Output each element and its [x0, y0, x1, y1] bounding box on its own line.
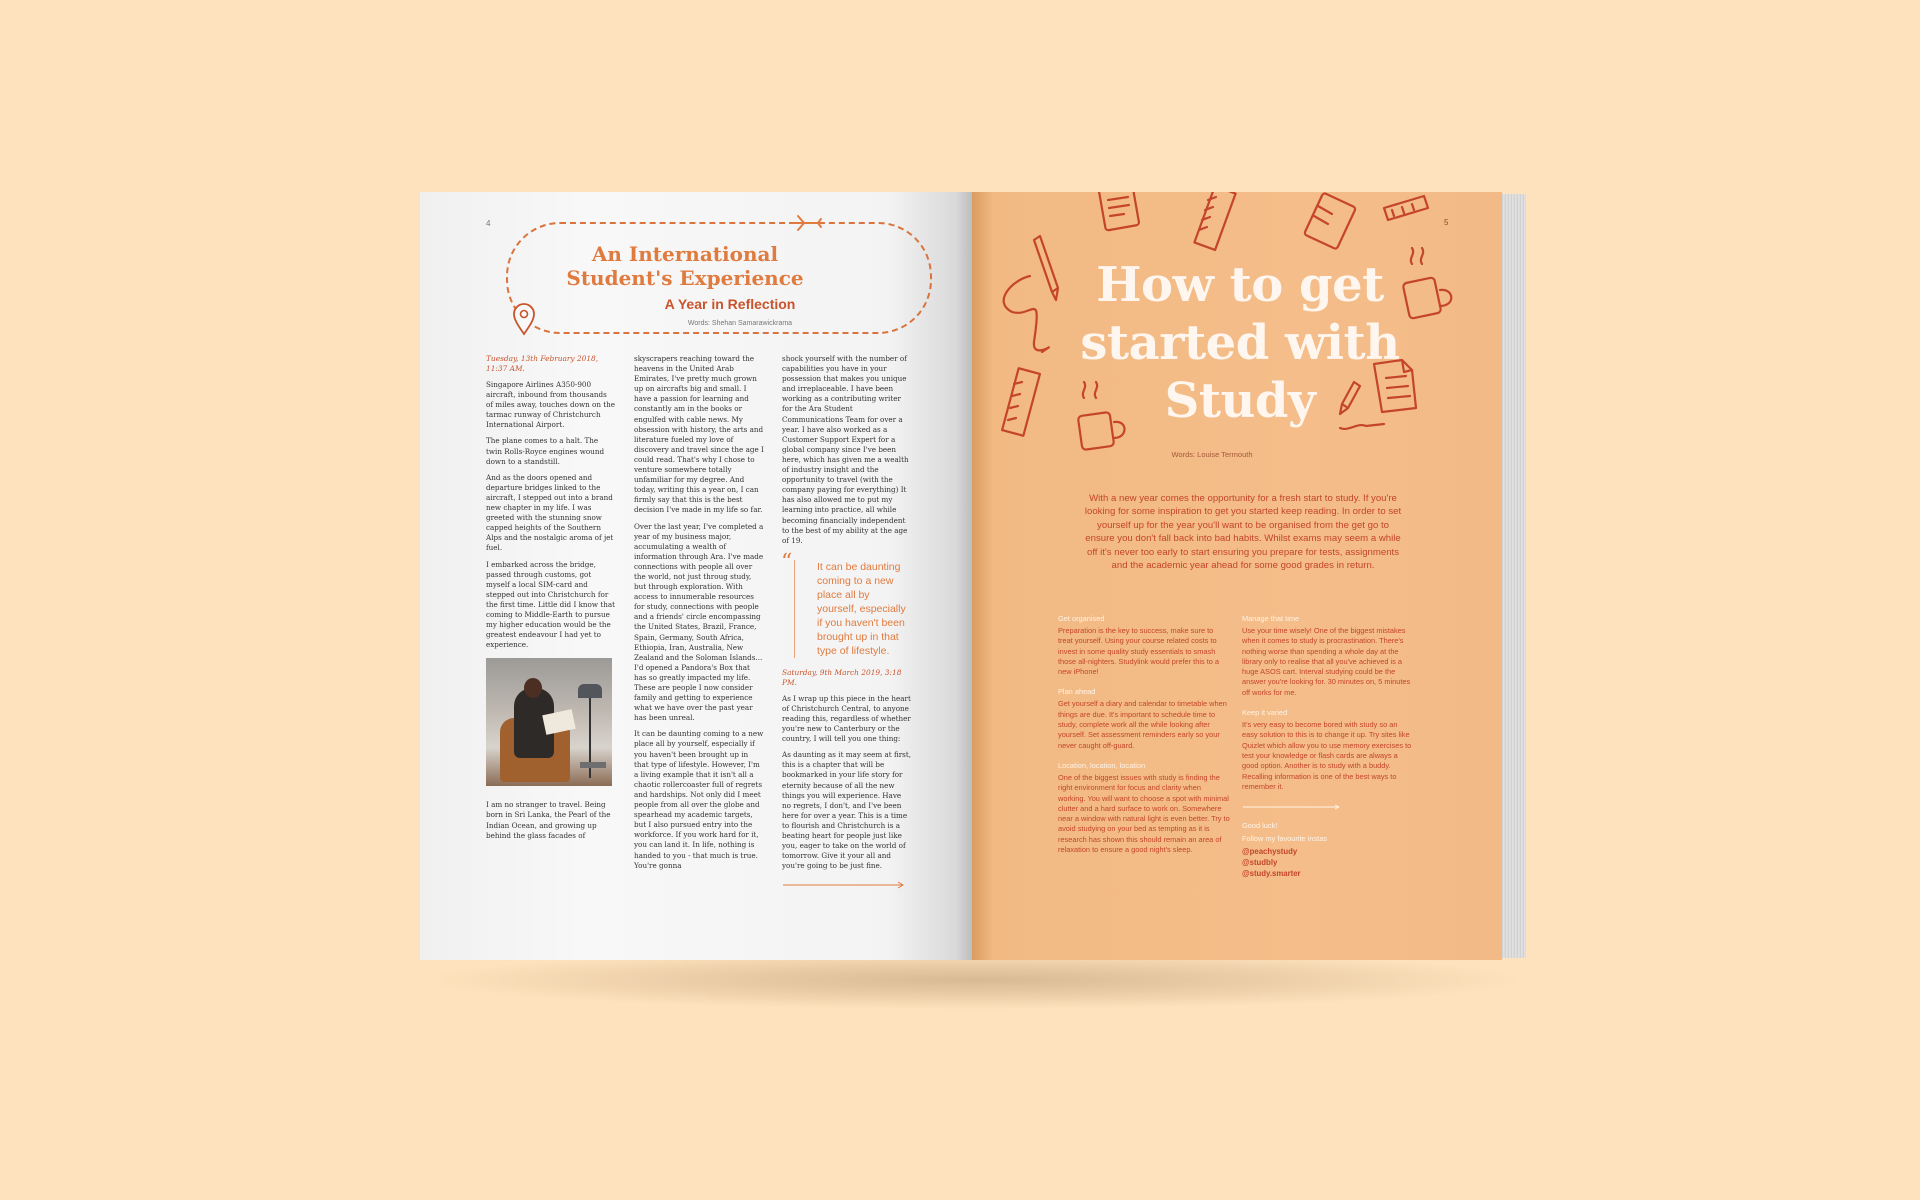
article-column-2: [634, 354, 764, 877]
insta-handle: @studbly: [1242, 858, 1278, 868]
tip-heading: Get organised: [1058, 614, 1105, 623]
separator-arrow-icon: [1242, 804, 1342, 810]
newspaper: [542, 709, 576, 735]
notebook-icon: [1304, 193, 1356, 250]
location-pin-icon: [512, 302, 536, 336]
ruler-icon-3: [1002, 368, 1040, 436]
article-subtitle: A Year in Reflection: [664, 296, 796, 312]
insta-handle: @peachystudy: [1242, 847, 1298, 857]
paragraph: skyscrapers reaching toward the heavens in the United Arab Emirates, I've pretty much grown up on aircrafts big and small. I have a passion for learning and constantly am in the books or engulfed with cable news. My obsession with history, the arts and literature fueled my love of discovery and travel since the age I could read. That's why I chose to venture somewhere totally unfamiliar for my degree. And today, writing this a year on, I can firmly say that this is the best decision I've made in my life so far.: [634, 354, 764, 515]
student-photo: [486, 658, 612, 786]
tip-heading: Manage that time: [1242, 614, 1300, 623]
page-number-right: 5: [1444, 218, 1449, 227]
left-page: [420, 192, 972, 960]
paragraph: Singapore Airlines A350-900 aircraft, inbound from thousands of miles away, touches down on the tarmac runway of Christchurch International Airport.: [486, 380, 616, 430]
paragraph: shock yourself with the number of capabilities you have in your possession that makes you unique and irreplaceable. I have been working as a contributing writer for the Ara Student Communications Team for over a year. I have also worked as a Customer Support Expert for a global company since I've been here, which has given me a wealth of industry insight and the opportunity to travel (with the company paying for everything) It has also allowed me to put my learning into practice, all while becoming financially independent to the best of my ability at the age of 19.: [782, 354, 909, 545]
tip-heading: Location, location, location: [1058, 760, 1146, 770]
article-column-3: [782, 354, 912, 892]
good-luck-text: Good luck!: [1242, 821, 1278, 831]
tip-body: Use your time wisely! One of the biggest mistakes when it comes to study is procrastination. There's nothing worse than spending a whole day at the library only to realise that all you've achieved is a huge ASOS cart. Interval studying could be the answer you're looking for. 30 minutes on, 5 minutes off works for me.: [1242, 626, 1411, 697]
paragraph: Over the last year, I've completed a year of my business major, accumulating a wealth of information through Ara. I've made connections with people all over the world, not just throug study, but through exploration. With access to innumerable resources for study, connections with people and a friends' circle encompassing the United States, Brazil, France, Spain, Germany, South Africa, Ethiopia, Iran, Australia, New Zealand and the Soloman Islands... I'd opened a Pandora's Box that has so greatly impacted my life. These are people I now consider family and getting to experience what we have over the past year has been unreal.: [634, 521, 764, 723]
paragraph: I am no stranger to travel. Being born in Sri Lanka, the Pearl of the Indian Ocean, and growing up behind the glass facades of: [486, 800, 611, 840]
dateline: Tuesday, 13th February 2018, 11:37 AM.: [486, 354, 599, 373]
ruler-icon-2: [1384, 196, 1428, 220]
paragraph: I embarked across the bridge, passed through customs, got myself a local SIM-card and stepped out into Christchurch for the first time. Little did I know that coming to Middle-Earth to pursue my higher education would be the greatest endeavour I had yet to experience.: [486, 559, 616, 650]
tip-heading: Keep it varied: [1242, 708, 1288, 718]
tips-column-left: [1058, 614, 1230, 865]
dateline: Saturday, 9th March 2019, 3:18 PM.: [782, 667, 902, 687]
article-byline: Words: Shehan Samarawickrama: [687, 320, 793, 327]
tip-body: Get yourself a diary and calendar to timetable when things are due. It's important to schedule time to study, complete work all the while looking after yourself. Set assessment reminders early so your never caught off-guard.: [1058, 699, 1227, 750]
end-arrow-icon: [782, 881, 907, 889]
page-stack-edge: [1502, 194, 1526, 958]
quote-mark-icon: “: [781, 549, 793, 575]
pull-quote-text: It can be daunting coming to a new place all by yourself, especially if you haven't been brought up in that type of lifestyle.: [817, 560, 906, 657]
paragraph: And as the doors opened and departure bridges linked to the aircraft, I stepped out into a brand new chapter in my life. I was greeted with the stunning snow capped heights of the Southern Alps and the nostalgic aroma of jet fuel.: [486, 472, 614, 553]
right-byline: Words: Louise Termouth: [1171, 450, 1253, 459]
lamp: [578, 684, 602, 698]
follow-text: Follow my favourite instas: [1242, 834, 1328, 844]
airplane-icon: [790, 214, 824, 232]
right-page: [972, 192, 1502, 960]
intro-paragraph: With a new year comes the opportunity for a fresh start to study. If you're looking for some inspiration to get you started keep reading. In order to set yourself up for the year you'll want to be organised from the get go to ensure you don't fall back into bad habits. Whilst exams may seem a while off it's never too early to start ensuring you prepare for tests, assignments and the academic year ahead for some good grades in return.: [1084, 493, 1402, 572]
paragraph: As daunting as it may seem at first, this is a chapter that will be bookmarked in your life story for eternity because of all the new things you will experience. Have no regrets, I don't, and I've been here for over a year. This is a time to flourish and Christchurch is a beating heart for people just like you, eager to take on the world of tomorrow. Give it your all and you're going to be just fine.: [782, 750, 912, 871]
insta-handle: @study.smarter: [1242, 869, 1301, 879]
paragraph: As I wrap up this piece in the heart of Christchurch Central, to anyone reading this, regardless of whether you're new to Canterbury or the country, I will tell you one thing:: [782, 693, 911, 744]
page-number-left: 4: [486, 219, 491, 228]
tip-body: It's very easy to become bored with study so an easy solution to this is to change it up. Try sites like Quizlet which allow you to use memory exercises to test your knowledge or flash cards are always a good option. Another is to study with a buddy. Recalling information is one of the best ways to remember it.: [1242, 720, 1412, 791]
paper-sheet-icon: [1099, 192, 1140, 231]
headline: How to get started with Study: [1080, 257, 1400, 429]
article-column-1: [486, 354, 616, 847]
tip-body: Preparation is the key to success, make sure to treat yourself. Using your course related costs to invest in some quality study essentials to smash those all-nighters. Studylink would prefer this to a new iPhone!: [1058, 626, 1220, 677]
tip-body: One of the biggest issues with study is finding the right environment for focus and clarity when working. You will want to choose a spot with minimal clutter and a hard surface to work on. Somewhere near a window with natural light is even better. Try to avoid studying on your bed as tempting as it is research has shown this should remain an area of relaxation to ensure a good night's sleep.: [1058, 772, 1230, 855]
tip-heading: Plan ahead: [1058, 687, 1096, 697]
tips-column-right: [1242, 614, 1414, 879]
pull-quote: [781, 549, 912, 658]
pencil-icon: [1004, 236, 1058, 352]
ruler-icon: [1194, 192, 1235, 250]
paragraph: The plane comes to a halt. The twin Rolls-Royce engines wound down to a standstill.: [486, 436, 605, 466]
paragraph: It can be daunting coming to a new place all by yourself, especially if you haven't been brought up in that type of lifestyle. However, I'm a living example that it isn't all a chaotic rollercoaster full of regrets and hardships. Not only did I meet people from all over the globe and spearhead my academic targets, but I also pursued entry into the workforce. If you work hard for it, you can land it. In life, nothing is handed to you - that much is true. You're gonna: [634, 729, 764, 870]
article-title: An International Student's Experience: [566, 242, 804, 290]
side-table: [580, 762, 606, 768]
